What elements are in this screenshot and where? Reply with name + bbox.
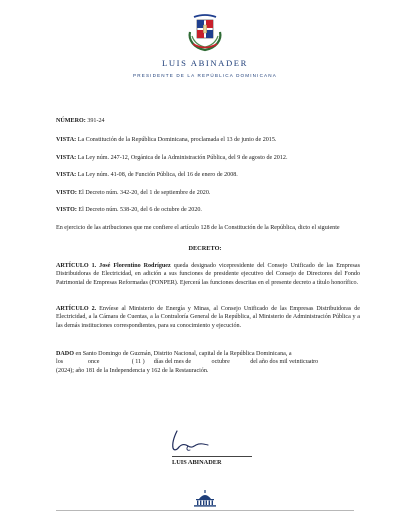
ejercicio-paragraph: En ejercicio de las atribuciones que me confiere el artículo 128 de la Constitución de la República, dicto el siguiente <box>56 225 340 231</box>
article-1-label: ARTÍCULO 1. <box>56 263 97 269</box>
article-2 <box>56 305 360 330</box>
visto-label: VISTO: <box>56 207 77 213</box>
visto-decreto-538-20 <box>56 206 360 214</box>
signature-line <box>172 456 252 457</box>
palace-emblem-icon <box>190 489 220 507</box>
visto-text: El Decreto núm. 342-20, del 1 de septiembre de 2020. <box>78 190 211 196</box>
decree-heading: DECRETO: <box>188 245 222 252</box>
dado-los: los <box>56 359 64 366</box>
letterhead-title: PRESIDENTE DE LA REPÚBLICA DOMINICANA <box>133 73 277 78</box>
dado-dias: días del mes de <box>153 359 192 366</box>
vista-constitucion <box>56 136 360 144</box>
vista-text: La Ley núm. 247-12, Orgánica de la Administración Pública, del 9 de agosto de 2012. <box>77 155 288 161</box>
article-1-appointee: José Florentino Rodríguez <box>99 263 171 269</box>
dado-label: DADO <box>56 351 74 357</box>
vista-label: VISTA: <box>56 172 77 178</box>
numero-value: 391-24 <box>87 118 105 124</box>
footer-divider <box>56 510 354 511</box>
dado-year-line: (2024); año 181 de la Independencia y 162 de la Restauración. <box>56 367 209 374</box>
article-2-text: Envíese al Ministerio de Energía y Minas, al Consejo Unificado de las Empresas Distribuidoras de Electricidad, a la Cámara de Cuentas, a la Contraloría General de la República, al Ministerio de Administración Pública y a las demás instituciones correspondientes, para su conocimiento y ejecución. <box>56 306 360 329</box>
visto-label: VISTO: <box>56 190 77 196</box>
vista-text: La Constitución de la República Dominicana, proclamada el 13 de junio de 2015. <box>77 137 277 143</box>
dado-month: octubre <box>211 359 230 366</box>
handwritten-signature-icon <box>168 428 224 454</box>
article-2-label: ARTÍCULO 2. <box>56 306 97 312</box>
signer-name: LUIS ABINADER <box>172 459 222 466</box>
vista-text: La Ley núm. 41-08, de Función Pública, del 16 de enero de 2008. <box>77 172 238 178</box>
dado-year-text: del año dos mil veinticuatro <box>250 359 319 366</box>
dado-day-word: once <box>87 359 100 366</box>
dado-place: en Santo Domingo de Guzmán, Distrito Nacional, capital de la República Dominicana, a <box>75 351 292 357</box>
dado-day-number: ( 11 ) <box>131 359 145 366</box>
vista-label: VISTA: <box>56 155 77 161</box>
visto-text: El Decreto núm. 538-20, del 6 de octubre de 2020. <box>78 207 202 213</box>
dado-date-line <box>56 358 360 366</box>
dado-paragraph <box>56 350 360 375</box>
letterhead-name: LUIS ABINADER <box>162 58 248 68</box>
vista-label: VISTA: <box>56 137 77 143</box>
visto-decreto-342-20 <box>56 189 360 197</box>
vista-ley-41-08 <box>56 171 360 179</box>
article-1-text: queda designado vicepresidente del Consejo Unificado de las Empresas Distribuidoras de Electricidad, en adición a sus funciones de presidente ejecutivo del Consejo de Directores del Fondo Patrimonial de Empresas Reformadas (FONPER). Ejercerá las funciones descritas en el presente decreto a título honorífico. <box>56 263 360 286</box>
decree-number <box>56 117 360 125</box>
article-1 <box>56 262 360 287</box>
coat-of-arms-icon <box>184 10 226 52</box>
numero-label: NÚMERO: <box>56 118 86 124</box>
vista-ley-247-12 <box>56 154 360 162</box>
